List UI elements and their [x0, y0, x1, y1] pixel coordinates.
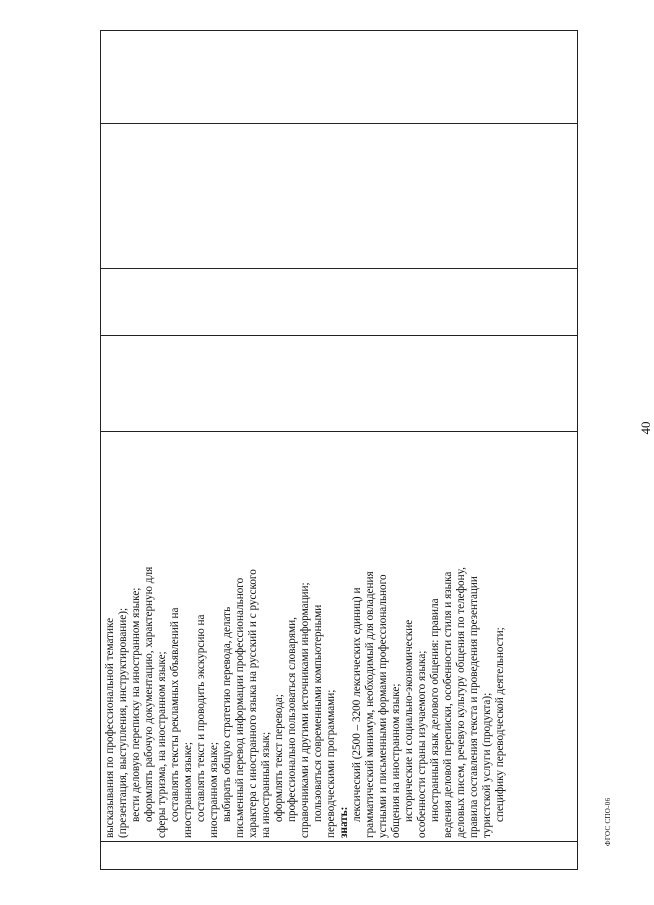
text-line: исторические и социально-экономические [403, 619, 415, 822]
text-line: туристской услуги (продукта); [481, 692, 493, 838]
text-line: выбирать общую стратегию перевода, делать [221, 606, 233, 822]
column-divider-3 [101, 335, 577, 336]
text-line: на иностранный язык; [260, 731, 272, 838]
text-line: грамматический минимум, необходимый для овладения [364, 571, 376, 838]
text-line: (презентация, выступления, инструктирование); [117, 607, 129, 838]
text-line: особенности страны изучаемого языка; [416, 650, 428, 838]
text-line: правила составления текста и проведения презентации [468, 576, 480, 838]
text-line: иностранном языке; [182, 742, 194, 838]
text-line: пользоваться современными компьютерными [312, 604, 324, 822]
knowledge-skills-cell [101, 432, 579, 842]
text-line: сферы туризма, на иностранном языке; [156, 651, 168, 838]
text-line: иностранном языке; [208, 742, 220, 838]
text-line: переводческими программами; [325, 689, 337, 838]
text-line: характера с иностранного языка на русский и с русского [247, 569, 259, 838]
page-number: 40 [638, 421, 653, 435]
text-line: составлять текст и проводить экскурсию на [195, 614, 207, 822]
text-line: составлять тексты рекламных объявлений на [169, 607, 181, 822]
text-line: лексический (2500 – 3200 лексических единиц) и [351, 587, 363, 822]
text-line: оформлять рабочую документацию, характерную для [143, 566, 155, 822]
text-line: специфику переводческой деятельности; [494, 627, 506, 822]
section-heading: знать: [338, 806, 350, 838]
text-line: высказывания по профессиональной тематике [104, 617, 116, 838]
text-line: деловых писем, речевую культуру общения по телефону, [455, 567, 467, 838]
text-line: иностранный язык делового общения: правила [429, 598, 441, 822]
text-line: оформлять текст перевода; [273, 694, 285, 822]
column-divider-4 [101, 268, 577, 269]
text-line: письменный перевод информации профессионального [234, 577, 246, 838]
column-divider-5 [101, 123, 577, 124]
footer-code: ФГОС СПО-06 [604, 797, 612, 846]
text-line: вести деловую переписку на иностранном языке; [130, 587, 142, 822]
text-line: устными и письменными формами профессионального [377, 574, 389, 838]
text-line: ведения деловой переписки, особенности стиля и языка [442, 571, 454, 838]
text-line: профессионально пользоваться словарями, [286, 617, 298, 822]
competency-table [100, 30, 578, 870]
text-line: общения на иностранном языке; [390, 683, 402, 838]
text-line: справочниками и другими источниками информации; [299, 582, 311, 838]
